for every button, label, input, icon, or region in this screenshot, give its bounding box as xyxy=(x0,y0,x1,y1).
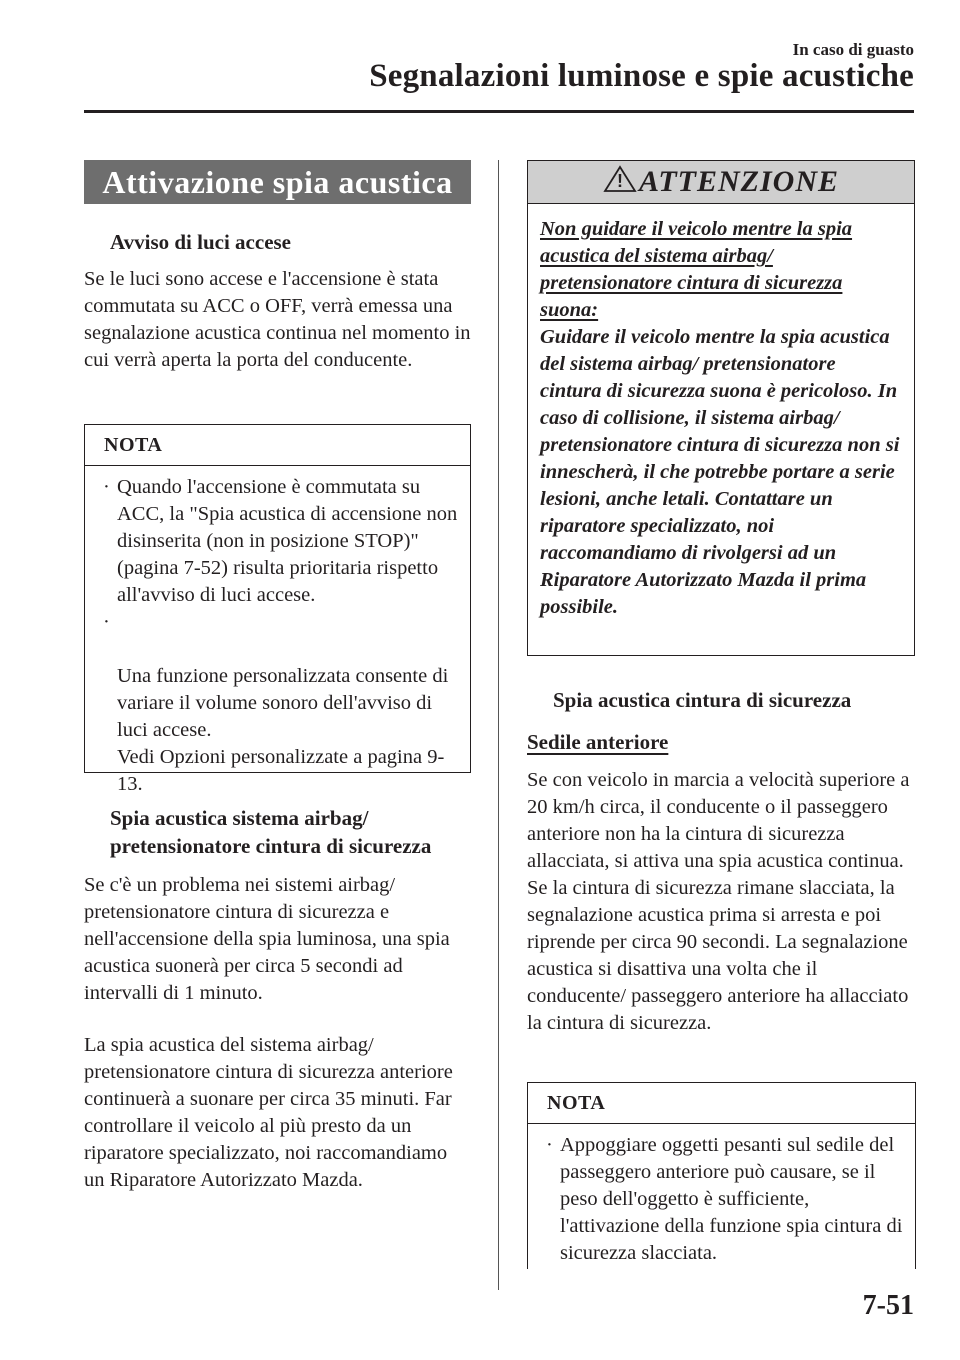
header-rule xyxy=(84,110,914,113)
note-bullet-text: Una funzione personalizzata consente di variare il volume sonoro dell'avviso di luci accese. Vedi Opzioni personalizzate a pagina 9-13. xyxy=(117,665,449,795)
warning-triangle-icon xyxy=(603,165,637,193)
note-box-2 xyxy=(527,1082,916,1269)
front-seat-subheading: Sedile anteriore xyxy=(527,730,669,754)
note-bullet-text: Appoggiare oggetti pesanti sul sedile del passeggero anteriore può causare, se il peso dell'oggetto è sufficiente, l'attivazione della funzione spia cintura di sicurezza slacciata. xyxy=(560,1134,903,1264)
page-title: Segnalazioni luminose e spie acustiche xyxy=(369,58,914,94)
note-label: NOTA xyxy=(528,1083,915,1124)
note-label: NOTA xyxy=(85,425,470,466)
warning-text: Guidare il veicolo mentre la spia acustica del sistema airbag/ pretensionatore cintura di sicurezza suona è pericoloso. In caso di collisione, il sistema airbag/ pretensionatore cintura di sicurezza non si innescherà, il che potrebbe portare a serie lesioni, anche letali. Contattare un riparatore specializzato, noi raccomandiamo di rivolgersi ad un Riparatore Autorizzato Mazda il prima possibile. xyxy=(540,326,900,618)
airbag-body-1: Se c'è un problema nei sistemi airbag/ pretensionatore cintura di sicurezza e nell'accensione della spia luminosa, una spia acustica suonerà per circa 5 secondi ad intervalli di 1 minuto. xyxy=(84,874,450,1004)
bullet-dot: · xyxy=(103,611,110,633)
warning-body xyxy=(528,204,914,621)
note-bullet-text: Quando l'accensione è commutata su ACC, la "Spia acustica di accensione non disinserita (non in posizione STOP)" (pagina 7-52) risulta prioritaria rispetto all'avviso di luci accese. xyxy=(117,476,458,606)
warning-box xyxy=(527,160,915,656)
airbag-heading: Spia acustica sistema airbag/ pretensionatore cintura di sicurezza xyxy=(110,806,432,858)
note-bullet xyxy=(85,474,462,609)
bullet-dot: · xyxy=(546,1134,553,1156)
warning-title: ATTENZIONE xyxy=(638,165,840,198)
column-divider xyxy=(498,160,499,1290)
lights-on-heading: Avviso di luci accese xyxy=(110,230,292,254)
section-banner: Attivazione spia acustica xyxy=(84,160,471,204)
note-bullet xyxy=(85,609,462,798)
warning-symbol: ! xyxy=(616,171,623,191)
seatbelt-heading: Spia acustica cintura di sicurezza xyxy=(553,688,852,712)
seatbelt-body: Se con veicolo in marcia a velocità superiore a 20 km/h circa, il conducente o il passeggero anteriore non ha la cintura di sicurezza allacciata, si attiva una spia acustica continua. Se la cintura di sicurezza rimane slacciata, la segnalazione acustica prima si arresta e poi riprende per circa 90 secondi. La segnalazione acustica si disattiva una volta che il conducente/ passeggero anteriore ha allacciato la cintura di sicurezza. xyxy=(527,769,910,1034)
note-list xyxy=(85,466,470,798)
bullet-dot: · xyxy=(103,476,110,498)
note-list xyxy=(528,1124,915,1267)
warning-lead: Non guidare il veicolo mentre la spia acustica del sistema airbag/ pretensionatore cintura di sicurezza suona: xyxy=(540,218,853,321)
page-number: 7-51 xyxy=(862,1290,914,1321)
chapter-label: In caso di guasto xyxy=(792,40,914,59)
note-bullet xyxy=(528,1132,907,1267)
lights-on-body: Se le luci sono accese e l'accensione è stata commutata su ACC o OFF, verrà emessa una segnalazione acustica continua nel momento in cui verrà aperta la porta del conducente. xyxy=(84,268,471,371)
airbag-body-2: La spia acustica del sistema airbag/ pretensionatore cintura di sicurezza anteriore continuerà a suonare per circa 35 minuti. Far controllare il veicolo al più presto da un riparatore specializzato, noi raccomandiamo un Riparatore Autorizzato Mazda. xyxy=(84,1034,453,1191)
note-box-1 xyxy=(84,424,471,795)
warning-header xyxy=(528,161,914,204)
